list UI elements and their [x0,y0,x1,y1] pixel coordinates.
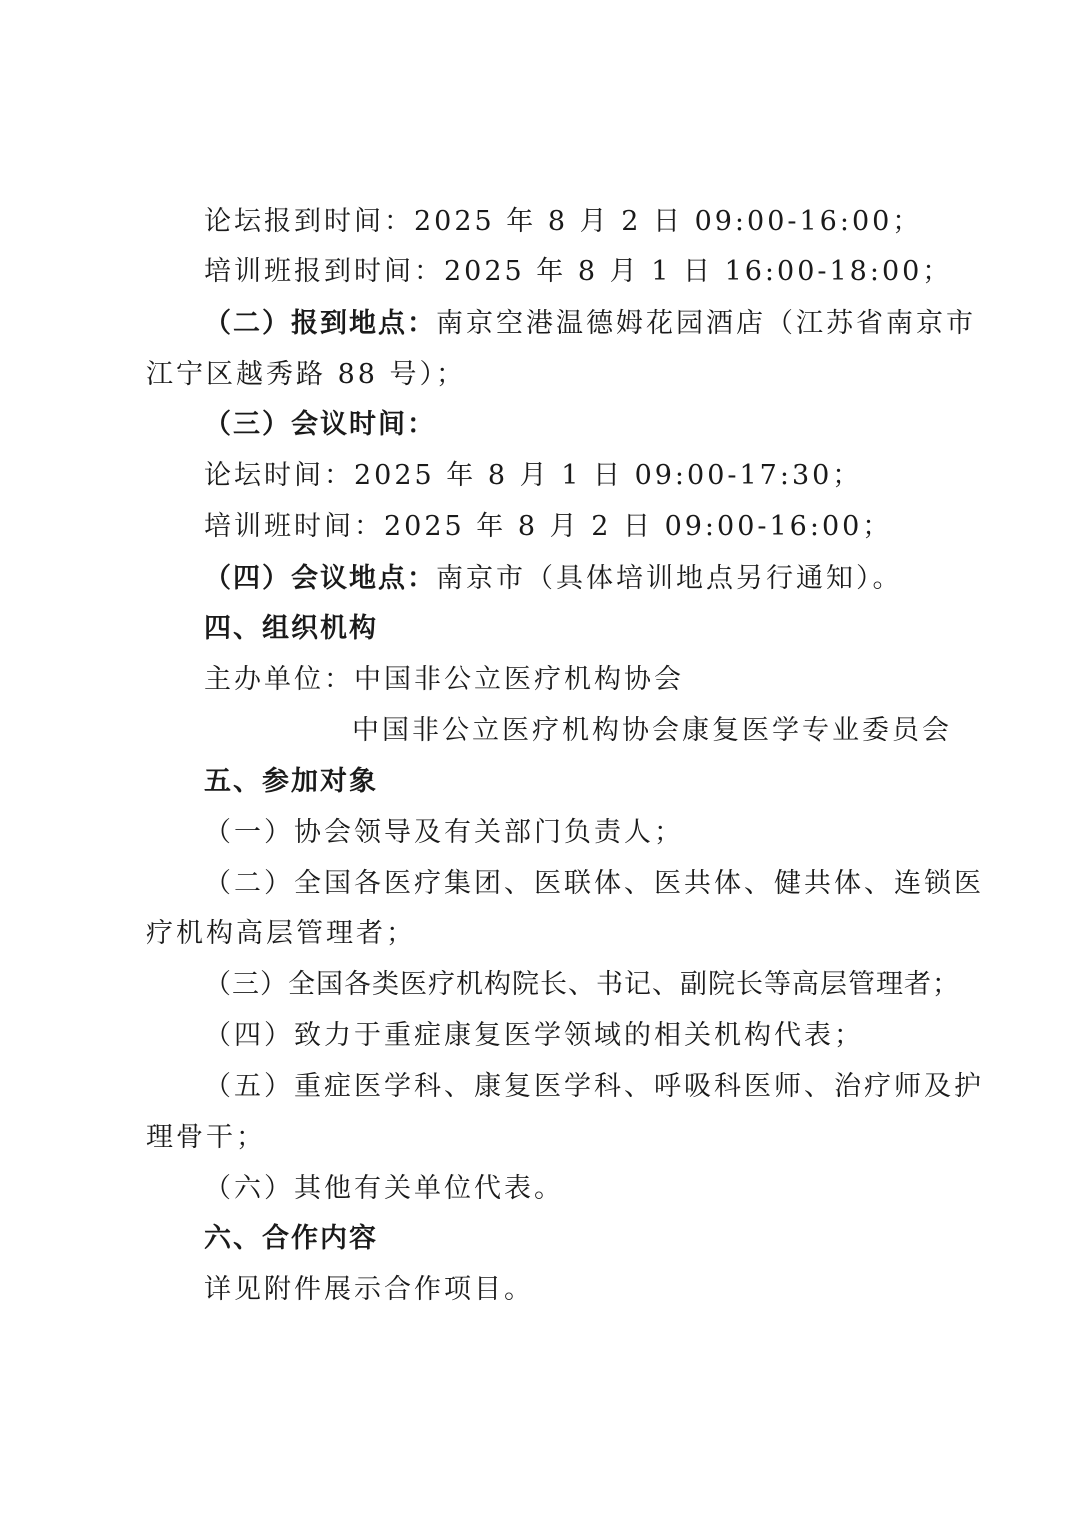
section-heading-cooperation: 六、合作内容 [204,1223,378,1254]
meeting-time-heading [204,408,436,442]
section-heading-organizers: 四、组织机构 [204,613,378,644]
meeting-location [204,562,903,596]
cooperation-content: 详见附件展示合作项目。 [204,1274,534,1305]
forum-registration-time: 论坛报到时间：2025 年 8 月 2 日 09:00-16:00； [204,206,923,237]
participant-item-3: （三）全国各类医疗机构院长、书记、副院长等高层管理者； [204,969,960,1000]
training-registration-time: 培训班报到时间：2025 年 8 月 1 日 16:00-18:00； [204,256,953,287]
meeting-time-label: （三）会议时间： [204,409,436,440]
host-unit-2: 中国非公立医疗机构协会康复医学专业委员会 [352,715,952,746]
registration-location-value: 南京空港温德姆花园酒店（江苏省南京市 [436,308,976,339]
forum-time: 论坛时间：2025 年 8 月 1 日 09:00-17:30； [204,460,863,491]
host-unit-1: 主办单位：中国非公立医疗机构协会 [204,664,684,695]
meeting-location-label: （四）会议地点： [204,563,436,594]
participant-item-5-cont: 理骨干； [146,1122,266,1153]
registration-location-cont: 江宁区越秀路 88 号）； [146,359,467,390]
participant-item-4: （四）致力于重症康复医学领域的相关机构代表； [204,1020,864,1051]
registration-location-label: （二）报到地点： [204,308,436,339]
participant-item-2-cont: 疗机构高层管理者； [146,918,416,949]
participant-item-6: （六）其他有关单位代表。 [204,1173,564,1204]
training-time: 培训班时间：2025 年 8 月 2 日 09:00-16:00； [204,511,893,542]
participant-item-5: （五）重症医学科、康复医学科、呼吸科医师、治疗师及护 [204,1071,984,1102]
meeting-location-value: 南京市（具体培训地点另行通知）。 [436,563,903,594]
participant-item-1: （一）协会领导及有关部门负责人； [204,817,684,848]
registration-location [204,307,976,341]
participant-item-2: （二）全国各医疗集团、医联体、医共体、健共体、连锁医 [204,868,984,899]
section-heading-participants: 五、参加对象 [204,766,378,797]
